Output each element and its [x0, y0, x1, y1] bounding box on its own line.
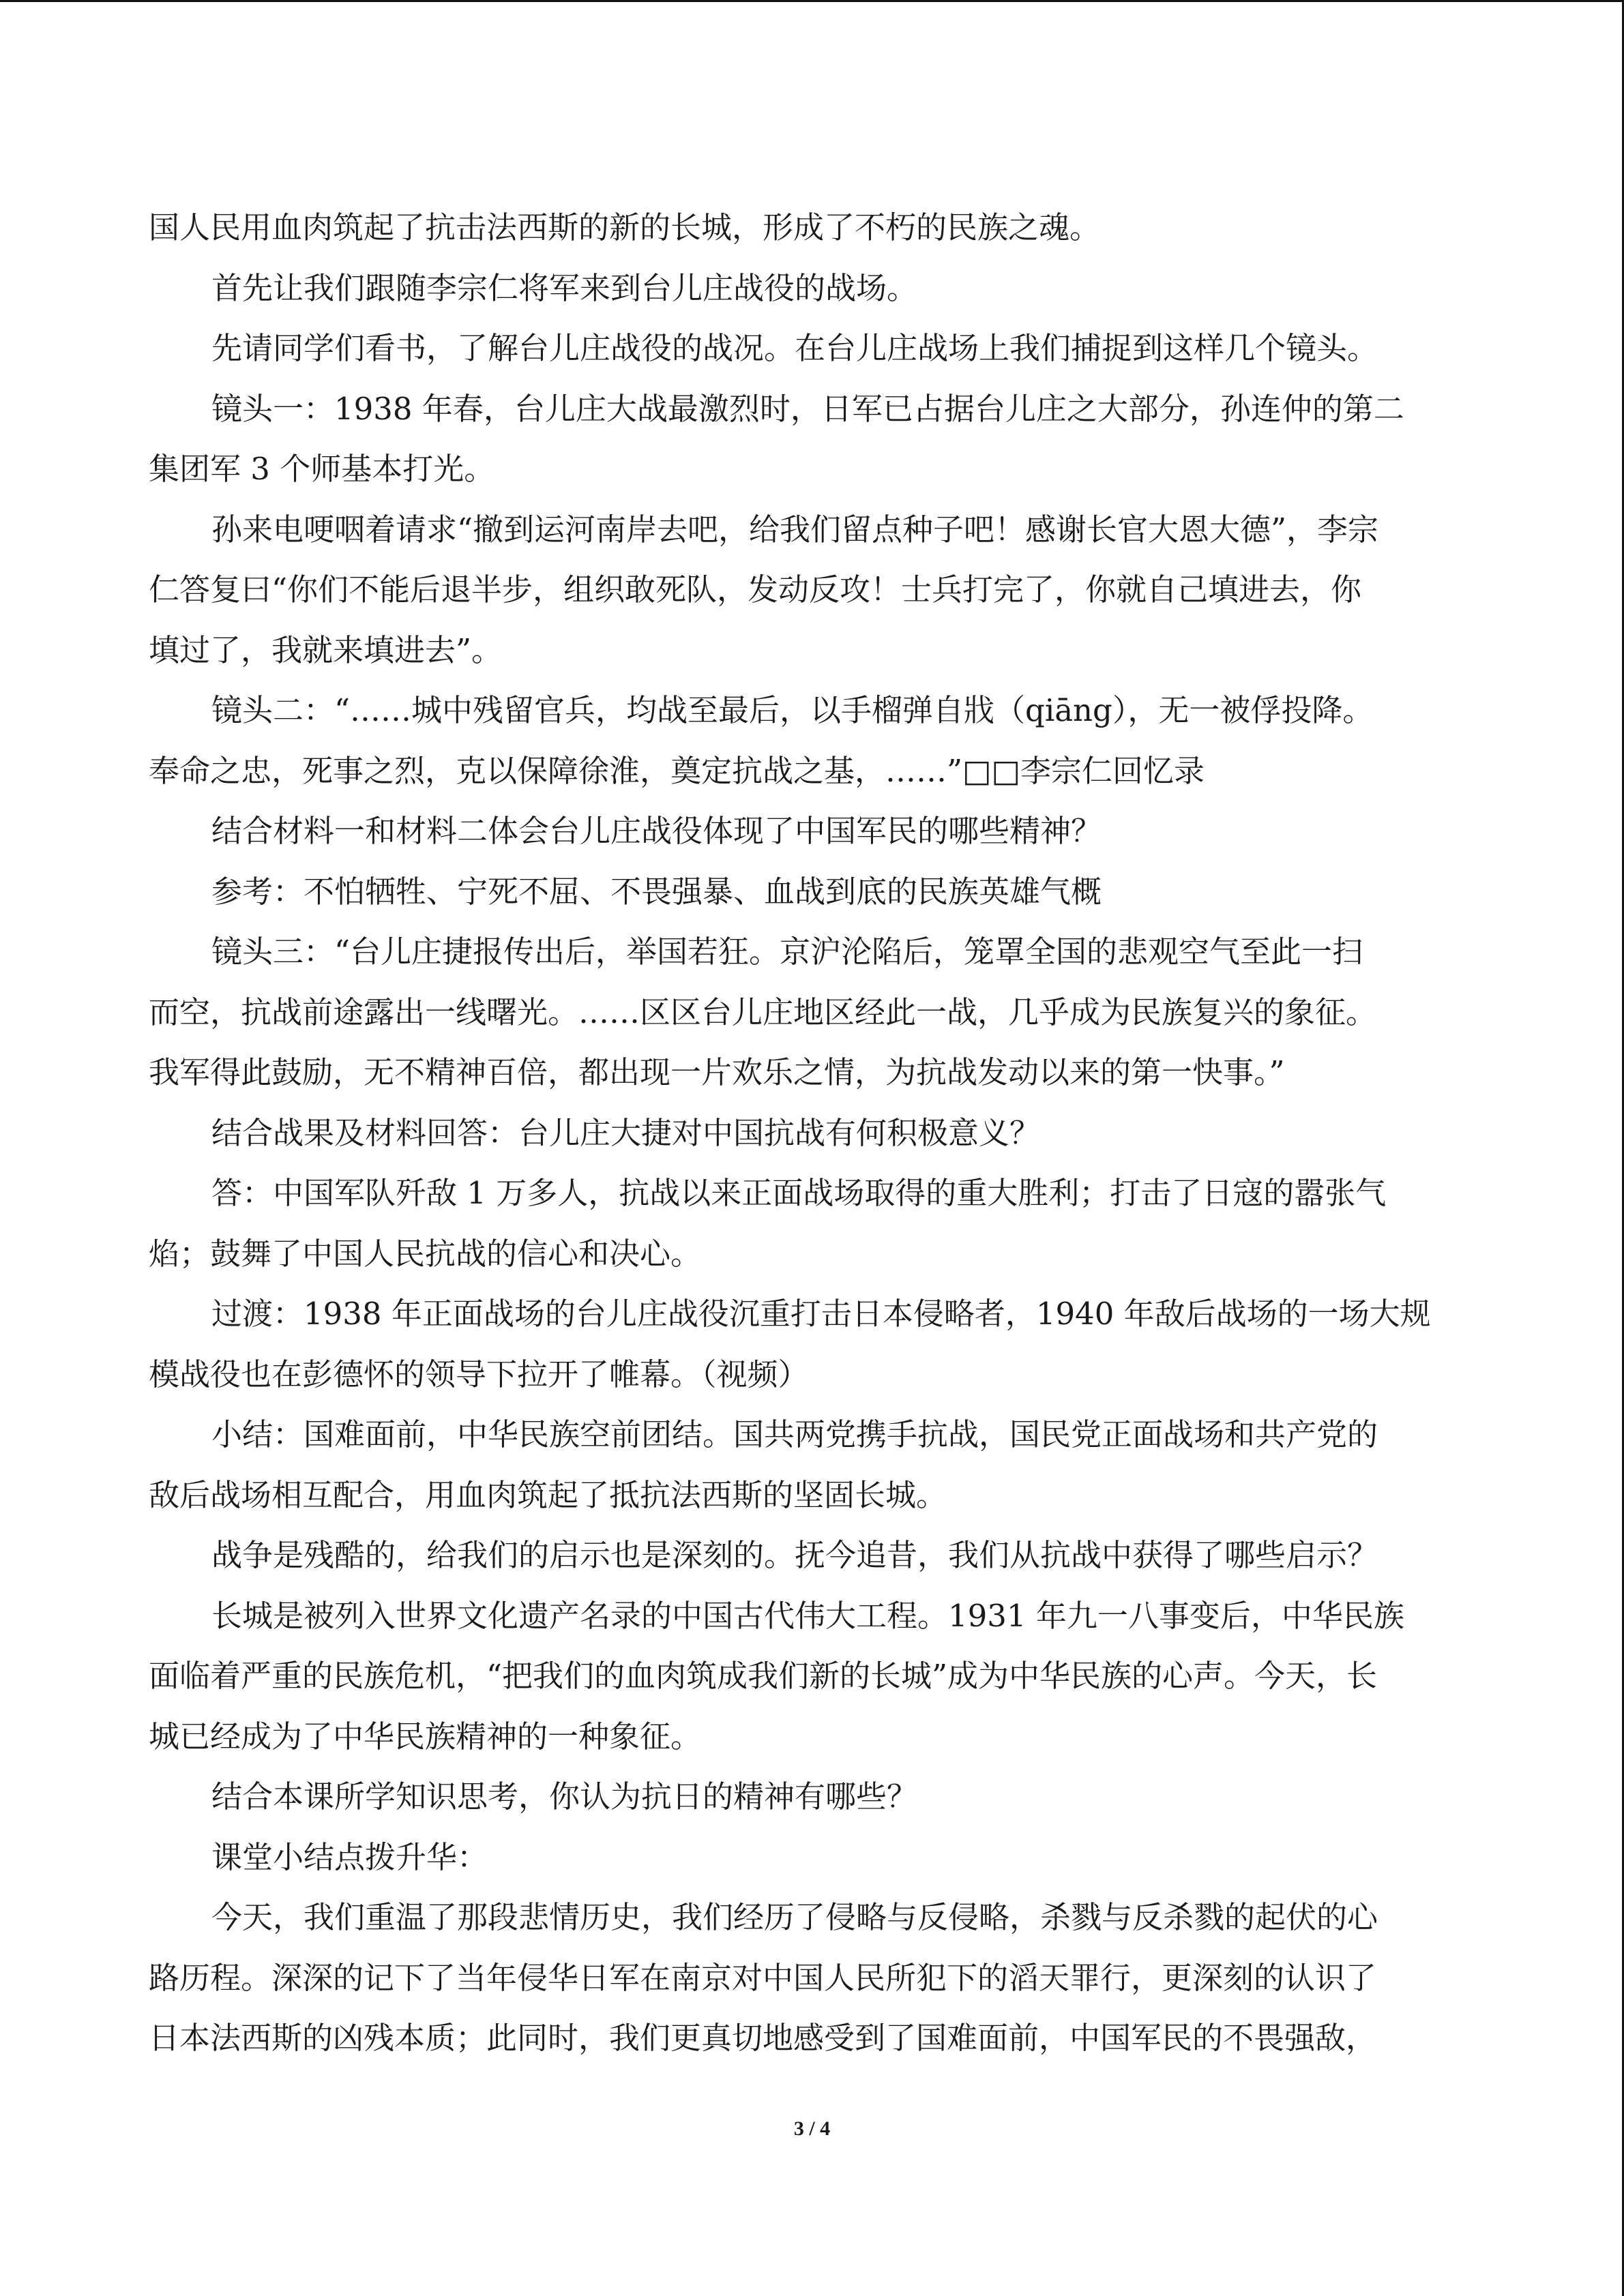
text-line-2: 首先让我们跟随李宗仁将军来到台儿庄战役的战场。: [211, 269, 918, 306]
text-line-4: 镜头一：1938 年春，台儿庄大战最激烈时，日军已占据台儿庄之大部分，孙连仲的第二: [211, 390, 1404, 427]
text-line-23: 战争是残酷的，给我们的启示也是深刻的。抚今追昔，我们从抗战中获得了哪些启示？: [211, 1537, 1378, 1573]
text-line-10: 奉命之忠，死事之烈，克以保障徐淮，奠定抗战之基，……”□□李宗仁回忆录: [149, 752, 1205, 789]
text-line-18: 焰；鼓舞了中国人民抗战的信心和决心。: [149, 1235, 702, 1272]
text-line-19: 过渡：1938 年正面战场的台儿庄战役沉重打击日本侵略者，1940 年敌后战场的一场大规: [211, 1296, 1431, 1332]
text-line-7: 仁答复曰“你们不能后退半步，组织敢死队，发动反攻！士兵打完了，你就自己填进去，你: [149, 571, 1362, 608]
text-line-22: 敌后战场相互配合，用血肉筑起了抵抗法西斯的坚固长城。: [149, 1476, 947, 1513]
text-line-17: 答：中国军队歼敌 1 万多人，抗战以来正面战场取得的重大胜利；打击了日寇的嚣张气: [211, 1175, 1387, 1211]
text-line-13: 镜头三：“台儿庄捷报传出后，举国若狂。京沪沦陷后，笼罩全国的悲观空气至此一扫: [211, 934, 1363, 970]
text-line-24: 长城是被列入世界文化遗产名录的中国古代伟大工程。1931 年九一八事变后，中华民族: [211, 1597, 1404, 1634]
text-line-21: 小结：国难面前，中华民族空前团结。国共两党携手抗战，国民党正面战场和共产党的: [211, 1416, 1378, 1452]
document-body: [149, 198, 1475, 2069]
text-line-9: 镜头二：“……城中残留官兵，均战至最后，以手榴弹自戕（qiāng），无一被俘投降。: [211, 692, 1374, 728]
text-line-30: 路历程。深深的记下了当年侵华日军在南京对中国人民所犯下的滔天罪行，更深刻的认识了: [149, 1959, 1377, 1996]
text-line-28: 课堂小结点拨升华：: [211, 1838, 488, 1875]
text-line-15: 我军得此鼓励，无不精神百倍，都出现一片欢乐之情，为抗战发动以来的第一快事。”: [149, 1054, 1285, 1090]
text-line-1: 国人民用血肉筑起了抗击法西斯的新的长城，形成了不朽的民族之魂。: [149, 209, 1101, 245]
text-line-27: 结合本课所学知识思考，你认为抗日的精神有哪些？: [211, 1778, 918, 1815]
text-line-26: 城已经成为了中华民族精神的一种象征。: [149, 1718, 702, 1755]
text-line-25: 面临着严重的民族危机，“把我们的血肉筑成我们新的长城”成为中华民族的心声。今天，长: [149, 1658, 1378, 1694]
text-line-12: 参考：不怕牺牲、宁死不屈、不畏强暴、血战到底的民族英雄气概: [211, 873, 1102, 910]
page-border-top: [0, 0, 1624, 2]
page-number: 3 / 4: [793, 2117, 831, 2140]
text-line-14: 而空，抗战前途露出一线曙光。……区区台儿庄地区经此一战，几乎成为民族复兴的象征。: [149, 994, 1377, 1030]
text-line-3: 先请同学们看书，了解台儿庄战役的战况。在台儿庄战场上我们捕捉到这样几个镜头。: [211, 330, 1378, 366]
text-line-8: 填过了，我就来填进去”。: [149, 631, 503, 668]
text-line-31: 日本法西斯的凶残本质；此同时，我们更真切地感受到了国难面前，中国军民的不畏强敌，: [149, 2020, 1377, 2056]
text-line-20: 模战役也在彭德怀的领导下拉开了帷幕。（视频）: [149, 1356, 809, 1392]
text-line-11: 结合材料一和材料二体会台儿庄战役体现了中国军民的哪些精神？: [211, 813, 1102, 849]
text-line-6: 孙来电哽咽着请求“撤到运河南岸去吧，给我们留点种子吧！感谢长官大恩大德”，李宗: [211, 511, 1379, 548]
text-line-16: 结合战果及材料回答：台儿庄大捷对中国抗战有何积极意义？: [211, 1114, 1041, 1151]
text-line-5: 集团军 3 个师基本打光。: [149, 451, 495, 487]
text-line-29: 今天，我们重温了那段悲情历史，我们经历了侵略与反侵略，杀戮与反杀戮的起伏的心: [211, 1899, 1378, 1935]
